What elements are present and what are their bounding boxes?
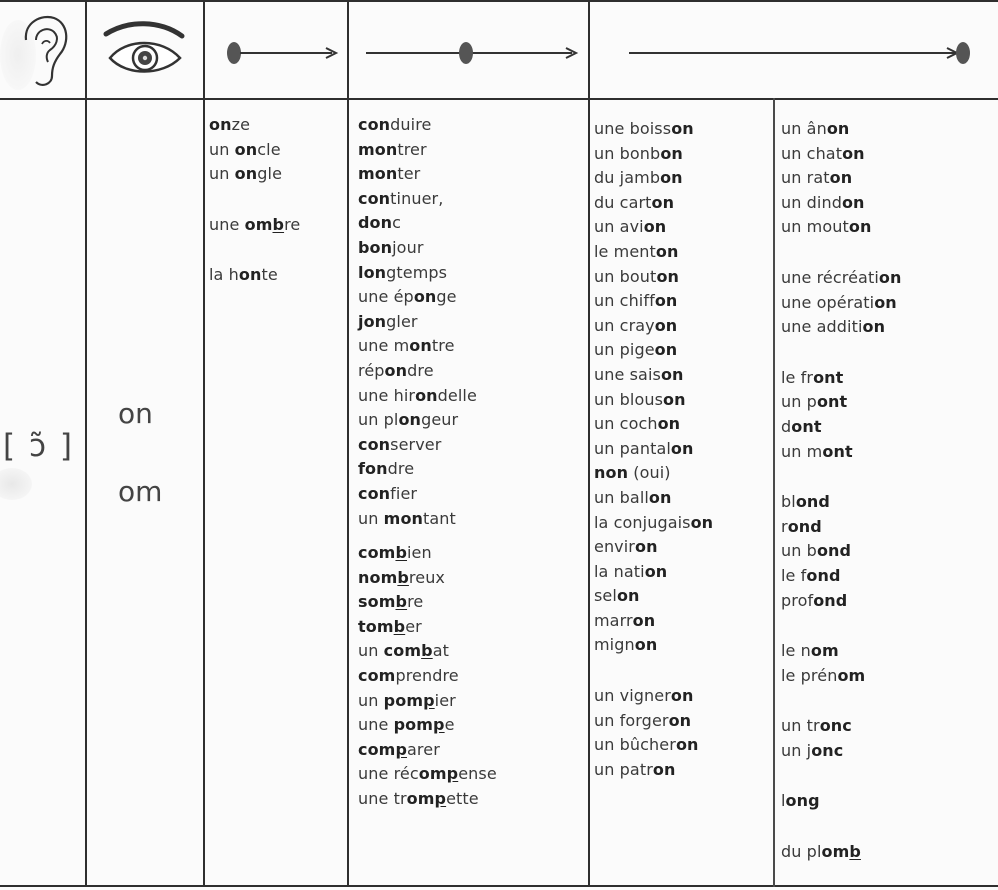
word-part: on xyxy=(656,266,680,286)
word-item xyxy=(358,113,497,138)
word-item xyxy=(358,310,497,335)
word-part: delle xyxy=(437,385,477,405)
word-part: jour xyxy=(392,237,424,257)
word-item xyxy=(594,240,713,265)
word-part: marr xyxy=(594,610,633,630)
word-part: on xyxy=(670,438,694,458)
word-part: p xyxy=(423,690,435,710)
word-part: ter xyxy=(397,164,421,184)
word-item xyxy=(594,265,713,290)
word-part: non xyxy=(594,463,629,483)
word-part: duire xyxy=(390,115,432,134)
word-item xyxy=(781,142,901,167)
column-divider xyxy=(203,0,205,887)
word-part: cle xyxy=(257,139,281,159)
word-part: fon xyxy=(358,459,388,479)
word-item xyxy=(781,366,901,391)
word-part: b xyxy=(395,592,408,612)
word-item xyxy=(209,113,300,138)
word-part: on xyxy=(829,168,853,188)
word-part: ont xyxy=(791,416,822,436)
word-part: don xyxy=(358,213,393,233)
column-divider xyxy=(347,0,349,887)
word-item xyxy=(594,338,713,363)
eye-icon xyxy=(100,18,188,80)
word-part: on xyxy=(652,759,676,779)
column-divider xyxy=(85,0,87,887)
word-part: con xyxy=(358,188,391,208)
word-part: b xyxy=(393,616,406,636)
word-part: on xyxy=(654,340,678,360)
word-part: on xyxy=(878,267,902,287)
word-part: c xyxy=(392,213,402,233)
word-part: on xyxy=(384,360,408,380)
word-item xyxy=(594,388,713,413)
word-part: p xyxy=(434,789,447,809)
word-part: geur xyxy=(421,410,459,430)
word-part: re xyxy=(407,592,424,612)
word-part: une opérati xyxy=(781,292,875,312)
word-part: on xyxy=(616,586,640,606)
word-part: con xyxy=(358,434,391,454)
word-part: dre xyxy=(387,459,415,479)
word-part: mon xyxy=(358,164,398,184)
word-part: onc xyxy=(811,740,844,760)
word-part: p xyxy=(395,739,408,759)
word-item xyxy=(358,433,497,458)
word-item xyxy=(594,758,713,783)
word-part: bon xyxy=(358,237,393,257)
word-part: un j xyxy=(781,740,812,760)
word-list-end-a xyxy=(594,117,713,782)
word-part: on xyxy=(648,487,672,507)
word-part: le f xyxy=(781,565,807,585)
word-part: com xyxy=(358,666,396,686)
word-part: p xyxy=(433,715,445,735)
word-part: on xyxy=(634,537,658,557)
word-part: un blous xyxy=(594,389,664,409)
word-item xyxy=(594,191,713,216)
word-item xyxy=(358,334,497,359)
word-item xyxy=(358,384,497,409)
word-item xyxy=(594,363,713,388)
word-part: un ball xyxy=(594,487,649,507)
word-part: on xyxy=(238,265,262,285)
word-item xyxy=(781,840,901,865)
word-part: une tr xyxy=(358,789,407,809)
word-item xyxy=(358,482,497,507)
word-item xyxy=(594,142,713,167)
word-part: une sais xyxy=(594,364,661,384)
word-part: un chat xyxy=(781,143,843,163)
word-part: mon xyxy=(358,139,398,159)
word-item xyxy=(781,166,901,191)
word-part: un forger xyxy=(594,710,669,730)
word-item xyxy=(781,539,901,564)
word-part: un xyxy=(358,690,384,710)
arrow-position-end-icon xyxy=(625,40,975,66)
column-divider xyxy=(588,0,590,887)
word-part: une xyxy=(209,214,245,234)
word-part: b xyxy=(395,543,408,563)
word-part: trer xyxy=(397,139,427,159)
word-item xyxy=(781,315,901,340)
word-part: on xyxy=(826,119,850,138)
word-part: un dind xyxy=(781,192,842,212)
word-part: on xyxy=(409,336,432,356)
word-part: un vigner xyxy=(594,686,671,706)
word-part: tant xyxy=(423,508,456,528)
word-part: on xyxy=(670,686,694,706)
word-item xyxy=(209,138,300,163)
word-part: dre xyxy=(407,360,434,380)
word-part: on xyxy=(234,164,258,184)
header-separator xyxy=(0,98,998,100)
word-part: er xyxy=(405,616,422,636)
table-bottom-border xyxy=(0,885,998,887)
word-list-end-b xyxy=(781,117,901,865)
word-part: un xyxy=(358,508,384,528)
word-part: ond xyxy=(806,565,841,585)
word-part: on xyxy=(668,710,692,730)
word-item xyxy=(358,211,497,236)
word-part: om xyxy=(406,789,435,809)
word-item xyxy=(358,762,497,787)
word-part: le fr xyxy=(781,367,814,387)
word-part: on xyxy=(644,561,668,581)
word-part: un ân xyxy=(781,119,827,138)
word-part: un bûcher xyxy=(594,735,676,755)
word-part: ze xyxy=(231,115,251,134)
word-part: envir xyxy=(594,537,635,557)
word-item xyxy=(781,714,901,739)
word-part: gler xyxy=(386,311,418,331)
word-part: reux xyxy=(408,567,446,587)
word-part: re xyxy=(284,214,301,234)
phonetic-sound: [ ɔ̃ ] xyxy=(3,428,74,464)
word-item xyxy=(594,412,713,437)
word-part: onc xyxy=(819,716,852,736)
word-part: mon xyxy=(383,508,424,528)
word-part: som xyxy=(358,592,396,612)
word-part: om xyxy=(244,214,273,234)
word-part: on xyxy=(643,217,667,237)
word-item xyxy=(358,507,497,532)
word-item xyxy=(594,461,713,486)
word-part: la nati xyxy=(594,561,645,581)
word-part: (oui) xyxy=(628,463,671,483)
word-part: un pige xyxy=(594,340,655,360)
word-part: rép xyxy=(358,360,385,380)
word-part: on xyxy=(654,291,678,311)
word-item xyxy=(358,713,497,738)
word-item xyxy=(781,490,901,515)
word-item xyxy=(781,415,901,440)
word-part: on xyxy=(841,192,865,212)
word-part: le n xyxy=(781,641,811,661)
word-part: prendre xyxy=(395,666,459,686)
word-part: om xyxy=(810,641,839,661)
word-part: un coch xyxy=(594,414,658,434)
word-part: tre xyxy=(431,336,455,356)
word-item xyxy=(358,285,497,310)
word-part: ong xyxy=(785,791,820,811)
word-part: ont xyxy=(816,392,848,412)
word-part: ense xyxy=(458,764,497,784)
word-part: un mout xyxy=(781,217,849,237)
word-item xyxy=(781,117,901,142)
word-item xyxy=(594,733,713,758)
word-part: une réc xyxy=(358,764,419,784)
word-part: une additi xyxy=(781,317,863,337)
word-item xyxy=(358,261,497,286)
word-part: ont xyxy=(822,441,853,461)
word-part: on xyxy=(862,317,886,337)
word-part: te xyxy=(261,265,278,285)
word-part: gtemps xyxy=(386,262,448,282)
arrow-position-start-icon xyxy=(222,40,342,66)
arrow-position-middle-icon xyxy=(360,40,582,66)
word-part: on xyxy=(657,414,681,434)
word-part: ond xyxy=(816,541,852,561)
word-part: tom xyxy=(358,616,394,636)
word-item xyxy=(594,511,713,536)
word-item xyxy=(594,117,713,142)
word-part: com xyxy=(358,543,396,563)
word-part: con xyxy=(358,483,391,503)
word-item xyxy=(358,738,497,763)
word-part: on xyxy=(655,241,679,261)
word-part: un pantal xyxy=(594,438,671,458)
word-part: ond xyxy=(787,516,822,536)
word-item xyxy=(358,541,497,566)
word-part: pom xyxy=(383,690,424,710)
word-part: un p xyxy=(781,392,817,412)
word-part: un tr xyxy=(781,716,820,736)
word-part: on xyxy=(413,287,437,307)
word-list-middle xyxy=(358,113,497,812)
word-part: lon xyxy=(358,262,387,282)
word-part: un xyxy=(209,139,235,159)
word-item xyxy=(594,437,713,462)
word-part: une m xyxy=(358,336,410,356)
word-part: om xyxy=(837,665,866,685)
word-part: on xyxy=(874,292,897,312)
word-item xyxy=(358,236,497,261)
word-part: une récréati xyxy=(781,267,879,287)
word-part: b xyxy=(421,641,433,661)
word-item xyxy=(358,162,497,187)
word-part: pom xyxy=(393,715,434,735)
word-item xyxy=(594,684,713,709)
word-part: b xyxy=(397,567,409,587)
grapheme-om: om xyxy=(118,475,163,508)
word-item xyxy=(358,187,497,212)
word-item xyxy=(358,457,497,482)
word-item xyxy=(781,515,901,540)
word-part: com xyxy=(383,641,422,661)
word-item xyxy=(594,215,713,240)
word-part: on xyxy=(634,635,658,655)
word-part: on xyxy=(671,119,694,138)
word-part: un pl xyxy=(358,410,399,430)
word-part: on xyxy=(675,735,699,755)
table-top-border xyxy=(0,0,998,2)
word-part: le prén xyxy=(781,665,838,685)
word-part: du jamb xyxy=(594,168,661,188)
word-part: un bonb xyxy=(594,143,661,163)
word-part: om xyxy=(821,842,850,862)
ear-icon xyxy=(12,10,76,90)
word-item xyxy=(358,639,497,664)
word-part: ien xyxy=(407,543,432,563)
word-item xyxy=(358,590,497,615)
word-part: on xyxy=(398,410,422,430)
word-part: server xyxy=(390,434,442,454)
word-part: le ment xyxy=(594,241,656,261)
word-part: b xyxy=(849,842,861,862)
word-part: une hir xyxy=(358,385,416,405)
column-divider xyxy=(773,98,775,887)
word-item xyxy=(594,486,713,511)
word-part: om xyxy=(418,764,447,784)
tape-mark xyxy=(0,468,32,500)
word-item xyxy=(781,291,901,316)
word-part: bl xyxy=(781,492,796,512)
word-item xyxy=(358,615,497,640)
word-item xyxy=(209,263,300,288)
word-part: on xyxy=(654,315,678,335)
word-part: r xyxy=(781,516,788,536)
word-item xyxy=(358,566,497,591)
word-part: con xyxy=(358,115,391,134)
word-item xyxy=(781,440,901,465)
word-part: at xyxy=(432,641,449,661)
word-item xyxy=(594,584,713,609)
word-part: on xyxy=(632,610,656,630)
word-part: ier xyxy=(434,690,456,710)
word-part: un rat xyxy=(781,168,830,188)
word-part: on xyxy=(660,364,684,384)
word-part: un b xyxy=(781,541,817,561)
word-part: un m xyxy=(781,441,823,461)
word-part: on xyxy=(663,389,686,409)
word-part: arer xyxy=(407,739,440,759)
word-part: d xyxy=(781,416,792,436)
word-item xyxy=(358,359,497,384)
word-part: prof xyxy=(781,590,814,610)
word-item xyxy=(781,639,901,664)
word-part: la conjugais xyxy=(594,512,691,532)
word-item xyxy=(781,266,901,291)
word-item xyxy=(781,664,901,689)
word-part: ette xyxy=(446,789,479,809)
word-part: une xyxy=(358,715,394,735)
word-part: ont xyxy=(813,367,844,387)
word-item xyxy=(594,560,713,585)
word-item xyxy=(594,609,713,634)
word-item xyxy=(358,138,497,163)
word-part: mign xyxy=(594,635,635,655)
word-part: ge xyxy=(436,287,457,307)
word-item xyxy=(781,390,901,415)
word-part: la h xyxy=(209,265,239,285)
word-item xyxy=(781,215,901,240)
word-part: on xyxy=(660,143,683,163)
word-part: ond xyxy=(813,590,848,610)
word-item xyxy=(781,739,901,764)
word-part: on xyxy=(848,217,872,237)
word-part: on xyxy=(234,139,258,159)
word-part: on xyxy=(690,512,714,532)
word-item xyxy=(594,535,713,560)
word-part: un bout xyxy=(594,266,657,286)
word-part: tinuer, xyxy=(390,188,444,208)
word-item xyxy=(594,633,713,658)
word-item xyxy=(358,689,497,714)
word-part: un xyxy=(358,641,384,661)
word-part: e xyxy=(444,715,455,735)
word-item xyxy=(781,564,901,589)
word-part: fier xyxy=(390,483,418,503)
word-part: com xyxy=(358,739,396,759)
word-item xyxy=(594,314,713,339)
word-part: une ép xyxy=(358,287,414,307)
word-item xyxy=(781,191,901,216)
word-part: on xyxy=(660,168,683,188)
word-item xyxy=(209,213,300,238)
word-part: jon xyxy=(358,311,387,331)
word-item xyxy=(358,408,497,433)
word-part: on xyxy=(209,115,232,134)
word-list-start xyxy=(209,113,300,288)
word-part: b xyxy=(272,214,285,234)
word-part: on xyxy=(415,385,438,405)
word-part: p xyxy=(446,764,459,784)
word-item xyxy=(781,789,901,814)
word-part: un avi xyxy=(594,217,644,237)
word-part: ond xyxy=(795,492,830,512)
grapheme-on: on xyxy=(118,397,153,430)
word-part: on xyxy=(651,192,675,212)
word-item xyxy=(209,162,300,187)
word-item xyxy=(594,289,713,314)
word-part: du cart xyxy=(594,192,652,212)
word-part: sel xyxy=(594,586,617,606)
word-item xyxy=(358,664,497,689)
word-part: du pl xyxy=(781,842,822,862)
word-item xyxy=(358,787,497,812)
word-part: l xyxy=(781,791,786,811)
word-part: un chiff xyxy=(594,291,655,311)
word-part: un patr xyxy=(594,759,653,779)
word-item xyxy=(594,166,713,191)
word-part: une boiss xyxy=(594,119,672,138)
word-part: un xyxy=(209,164,235,184)
word-part: on xyxy=(842,143,865,163)
word-part: un cray xyxy=(594,315,655,335)
word-part: nom xyxy=(358,567,398,587)
word-item xyxy=(781,589,901,614)
word-part: gle xyxy=(257,164,283,184)
word-item xyxy=(594,709,713,734)
